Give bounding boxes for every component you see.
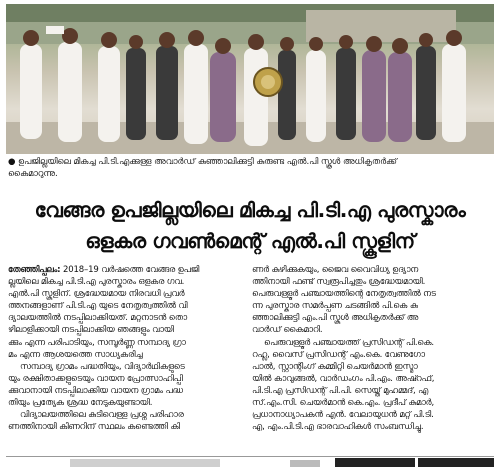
article-line: വാർഡ് കൈമാറി. <box>252 325 323 336</box>
article-line: പി.ടി.എ പ്രസിഡന്റ് പി.പി. സെയ്ത് മുഹമ്മദ്, എ <box>252 385 429 396</box>
group-photo-illustration <box>6 4 494 154</box>
next-article-heading-fragment <box>335 458 415 467</box>
article-line: ണർ കുഴിക്കുകയും, ജൈവ വൈവിധ്യ ഉദ്യാന <box>252 265 419 275</box>
article-line: എ, എം.പി.ടി.എ ഭാരവാഹികൾ സംബന്ധിച്ചു. <box>252 422 424 433</box>
page-divider <box>6 456 494 457</box>
article-line: യും രക്ഷിതാക്കളുടെയും വായന പ്രോത്സാഹിപ്പി <box>8 373 183 384</box>
headline-line-2: ഒളകര ഗവൺമെന്റ് എൽ.പി സ്കൂളിന് <box>85 229 415 253</box>
article-line: പ്രധാനാധ്യാപകൻ എൻ. വേലായുധൻ മറ്റ് പി.ടി. <box>252 410 434 421</box>
photo-caption <box>8 156 492 180</box>
article-line: ത്തിനായി ഫണ്ട് സ്വരൂപിച്ചതും ശ്രദ്ധേയമായി. <box>252 277 426 288</box>
article-line: ദ്യാലയത്തിൽ നടപ്പിലാക്കിയത്. മറ്റനാടൻ തൊ <box>8 313 188 324</box>
article-line: തിയും പ്രത്യേക ശ്രദ്ധ നേടുകയുണ്ടായി. <box>8 398 153 409</box>
article-line: ന്ന പുരസ്കാര സമർപ്പണ ചടങ്ങിൽ പി.കെ കു <box>252 301 418 312</box>
article-line: ഞ്ഞാലിക്കുട്ടി എം.പി സ്കൂൾ അധികൃതർക്ക് അ <box>252 313 419 324</box>
article-line: സ്.എം.സി. ചെയർമാൻ കെ.എം. പ്രദീപ് കുമാർ, <box>252 398 435 409</box>
article-line: ല്ലയിലെ മികച്ച പി.ടി.എ പുരസ്കാരം ഒളകര ഗവ. <box>8 277 185 288</box>
article-line: ക്കുവാനായി നടപ്പിലാക്കിയ വായന ഗ്രാമം പദ്ധ <box>8 385 183 396</box>
article-line: പെരുവള്ളൂർ പഞ്ചായത്ത് പ്രസിഡന്റ് പി.കെ. <box>264 337 434 348</box>
article-line: ഴിലാളിക്കായി നടപ്പിലാക്കിയ ഞങ്ങളും വായി <box>8 325 174 336</box>
article-line: ണത്തിനായി കിണറിന് സ്ഥലം കണ്ടെത്തി കി <box>8 422 180 433</box>
dateline: തേഞ്ഞിപ്പലം: <box>8 265 61 275</box>
article-column-right <box>252 264 490 433</box>
caption-text: ഉപജില്ലയിലെ മികച്ച പി.ടി.എക്കുള്ള അവാർഡ് കുഞ്ഞാലിക്കുട്ടി കുരുണ്ട എൽ.പി സ്കൂൾ അധികൃതർക്ക് <box>18 157 397 167</box>
caption-bullet: ● <box>8 157 16 167</box>
article-line: പെരുവള്ളൂർ പഞ്ചായത്തിന്റെ നേതൃത്വത്തിൽ നട <box>252 289 436 300</box>
article-line: വിദ്യാലയത്തിലെ കുടിവെള്ള പ്രശ്ന പരിഹാര <box>20 410 184 421</box>
caption-text-continued: കൈമാറുന്നു. <box>8 169 58 179</box>
article-column-left <box>8 264 246 433</box>
headline-line-1: വേങ്ങര ഉപജില്ലയിലെ മികച്ച പി.ടി.എ പുരസ്കാരം <box>34 198 466 222</box>
article-line: ത്തനങ്ങളാണ് പി.ടി.എ യുടെ നേതൃത്വത്തിൽ വി <box>8 301 188 312</box>
article-line: യിൽ കാവുങ്ങൽ, വാർഡംഗം പി.എം. അഷ്റഫ്, <box>252 373 435 384</box>
article-line: പാൽ, സ്റ്റാന്റിംഗ് കമ്മിറ്റി ചെയർമാൻ ഇസ്മാ <box>252 361 418 372</box>
next-article-image-fragment <box>70 459 220 467</box>
article-line: എൽ.പി സ്കൂളിന്. ശ്രദ്ധേയമായ നിരവധി പ്രവർ <box>8 289 185 300</box>
article-photo <box>6 4 494 154</box>
next-article-image-fragment <box>290 460 320 467</box>
article-line: മം എന്ന ആശയത്തെ സാധ്യകരിച്ച <box>8 349 143 360</box>
article-line: സമ്പാദ്യ ഗ്രാമം പദ്ധതിയും, വിദ്യാർഥികളുടെ <box>20 361 185 372</box>
article-line: റഹ്ല, വൈസ് പ്രസിഡന്റ് എം.കെ. വേണുഗോ <box>252 349 425 360</box>
next-article-heading-fragment <box>418 458 494 467</box>
article-line: ക്കും എന്ന പരിപാടിയും, സമ്പൂർണ്ണ സമ്പാദ്യ ഗ്രാ <box>8 337 186 348</box>
article-line: തേഞ്ഞിപ്പലം: 2018–19 വർഷത്തെ വേങ്ങര ഉപജി <box>8 265 200 275</box>
